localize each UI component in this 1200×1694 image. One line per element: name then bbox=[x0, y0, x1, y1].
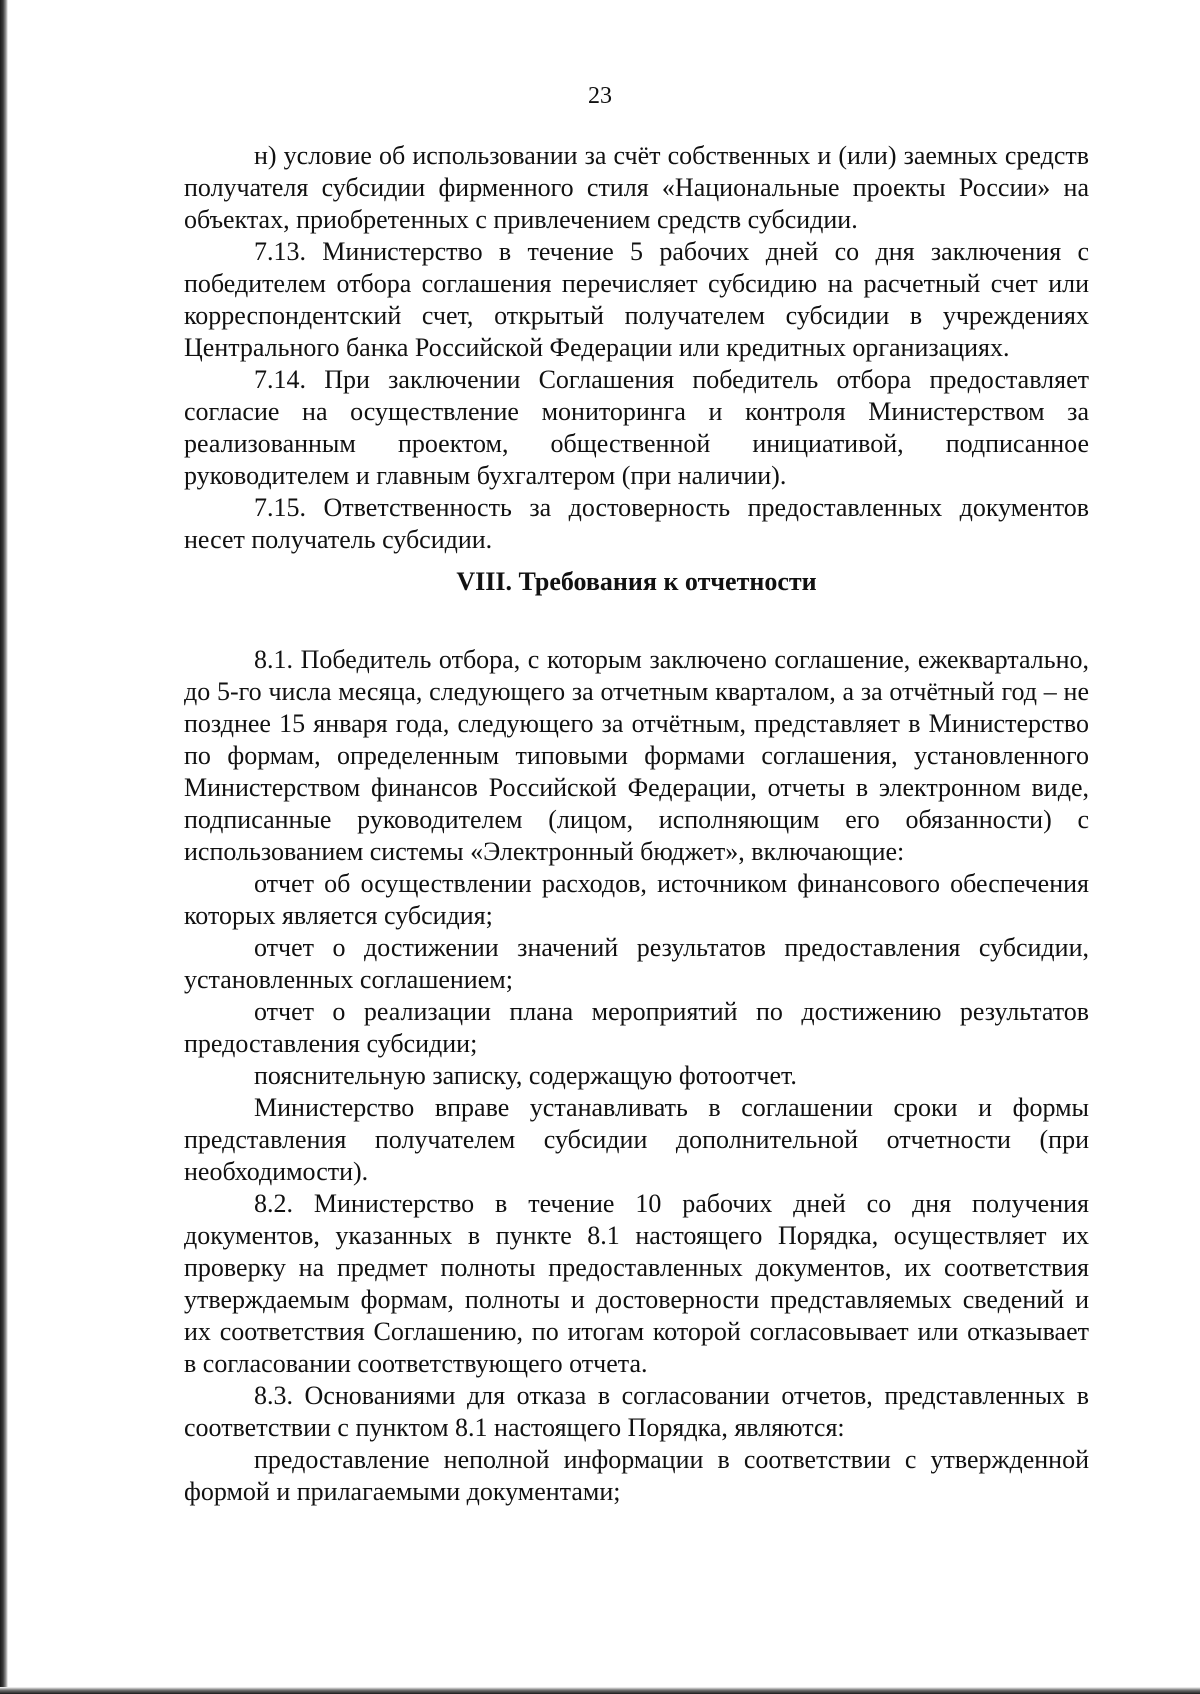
scan-left-edge bbox=[0, 0, 8, 1694]
document-body bbox=[184, 140, 1089, 1508]
paragraph-8-1: 8.1. Победитель отбора, с которым заключено соглашение, ежеквартально, до 5-го числа месяца, следующего за отчетным кварталом, а за отчётный год – не позднее 15 января года, следующего за отчётным, представляет в Министерство по формам, определенным типовыми формами соглашения, установленного Министерством финансов Российской Федерации, отчеты в электронном виде, подписанные руководителем (лицом, исполняющим его обязанности) с использованием системы «Электронный бюджет», включающие: bbox=[184, 645, 1089, 866]
paragraph-additional-reporting: Министерство вправе устанавливать в соглашении сроки и формы представления получателем субсидии дополнительной отчетности (при необходимости). bbox=[184, 1093, 1089, 1186]
scan-bottom-edge bbox=[0, 1687, 1200, 1694]
section-heading: VIII. Требования к отчетности bbox=[456, 567, 817, 596]
report-item-results: отчет о достижении значений результатов предоставления субсидии, установленных соглашением; bbox=[184, 933, 1089, 994]
paragraph-7-15: 7.15. Ответственность за достоверность предоставленных документов несет получатель субсидии. bbox=[184, 493, 1089, 554]
paragraph-8-3: 8.3. Основаниями для отказа в согласовании отчетов, представленных в соответствии с пунктом 8.1 настоящего Порядка, являются: bbox=[184, 1381, 1089, 1442]
report-item-expenses: отчет об осуществлении расходов, источником финансового обеспечения которых является субсидия; bbox=[184, 869, 1089, 930]
report-item-note: пояснительную записку, содержащую фотоотчет. bbox=[254, 1061, 797, 1090]
paragraph-8-2: 8.2. Министерство в течение 10 рабочих дней со дня получения документов, указанных в пункте 8.1 настоящего Порядка, осуществляет их проверку на предмет полноты предоставленных документов, их соответствия утверждаемым формам, полноты и достоверности представляемых сведений и их соответствия Соглашению, по итогам которой согласовывает или отказывает в согласовании соответствующего отчета. bbox=[184, 1189, 1089, 1378]
paragraph-7-14: 7.14. При заключении Соглашения победитель отбора предоставляет согласие на осуществление мониторинга и контроля Министерством за реализованным проектом, общественной инициативой, подписанное руководителем и главным бухгалтером (при наличии). bbox=[184, 365, 1089, 490]
paragraph-item-n: н) условие об использовании за счёт собственных и (или) заемных средств получателя субсидии фирменного стиля «Национальные проекты России» на объектах, приобретенных с привлечением средств субсидии. bbox=[184, 141, 1089, 234]
refusal-ground-item: предоставление неполной информации в соответствии с утвержденной формой и прилагаемыми документами; bbox=[184, 1445, 1089, 1506]
paragraph-7-13: 7.13. Министерство в течение 5 рабочих дней со дня заключения с победителем отбора соглашения перечисляет субсидию на расчетный счет или корреспондентский счет, открытый получателем субсидии в учреждениях Центрального банка Российской Федерации или кредитных организациях. bbox=[184, 237, 1089, 362]
page-number: 23 bbox=[588, 83, 612, 109]
report-item-plan: отчет о реализации плана мероприятий по достижению результатов предоставления субсидии; bbox=[184, 997, 1089, 1058]
